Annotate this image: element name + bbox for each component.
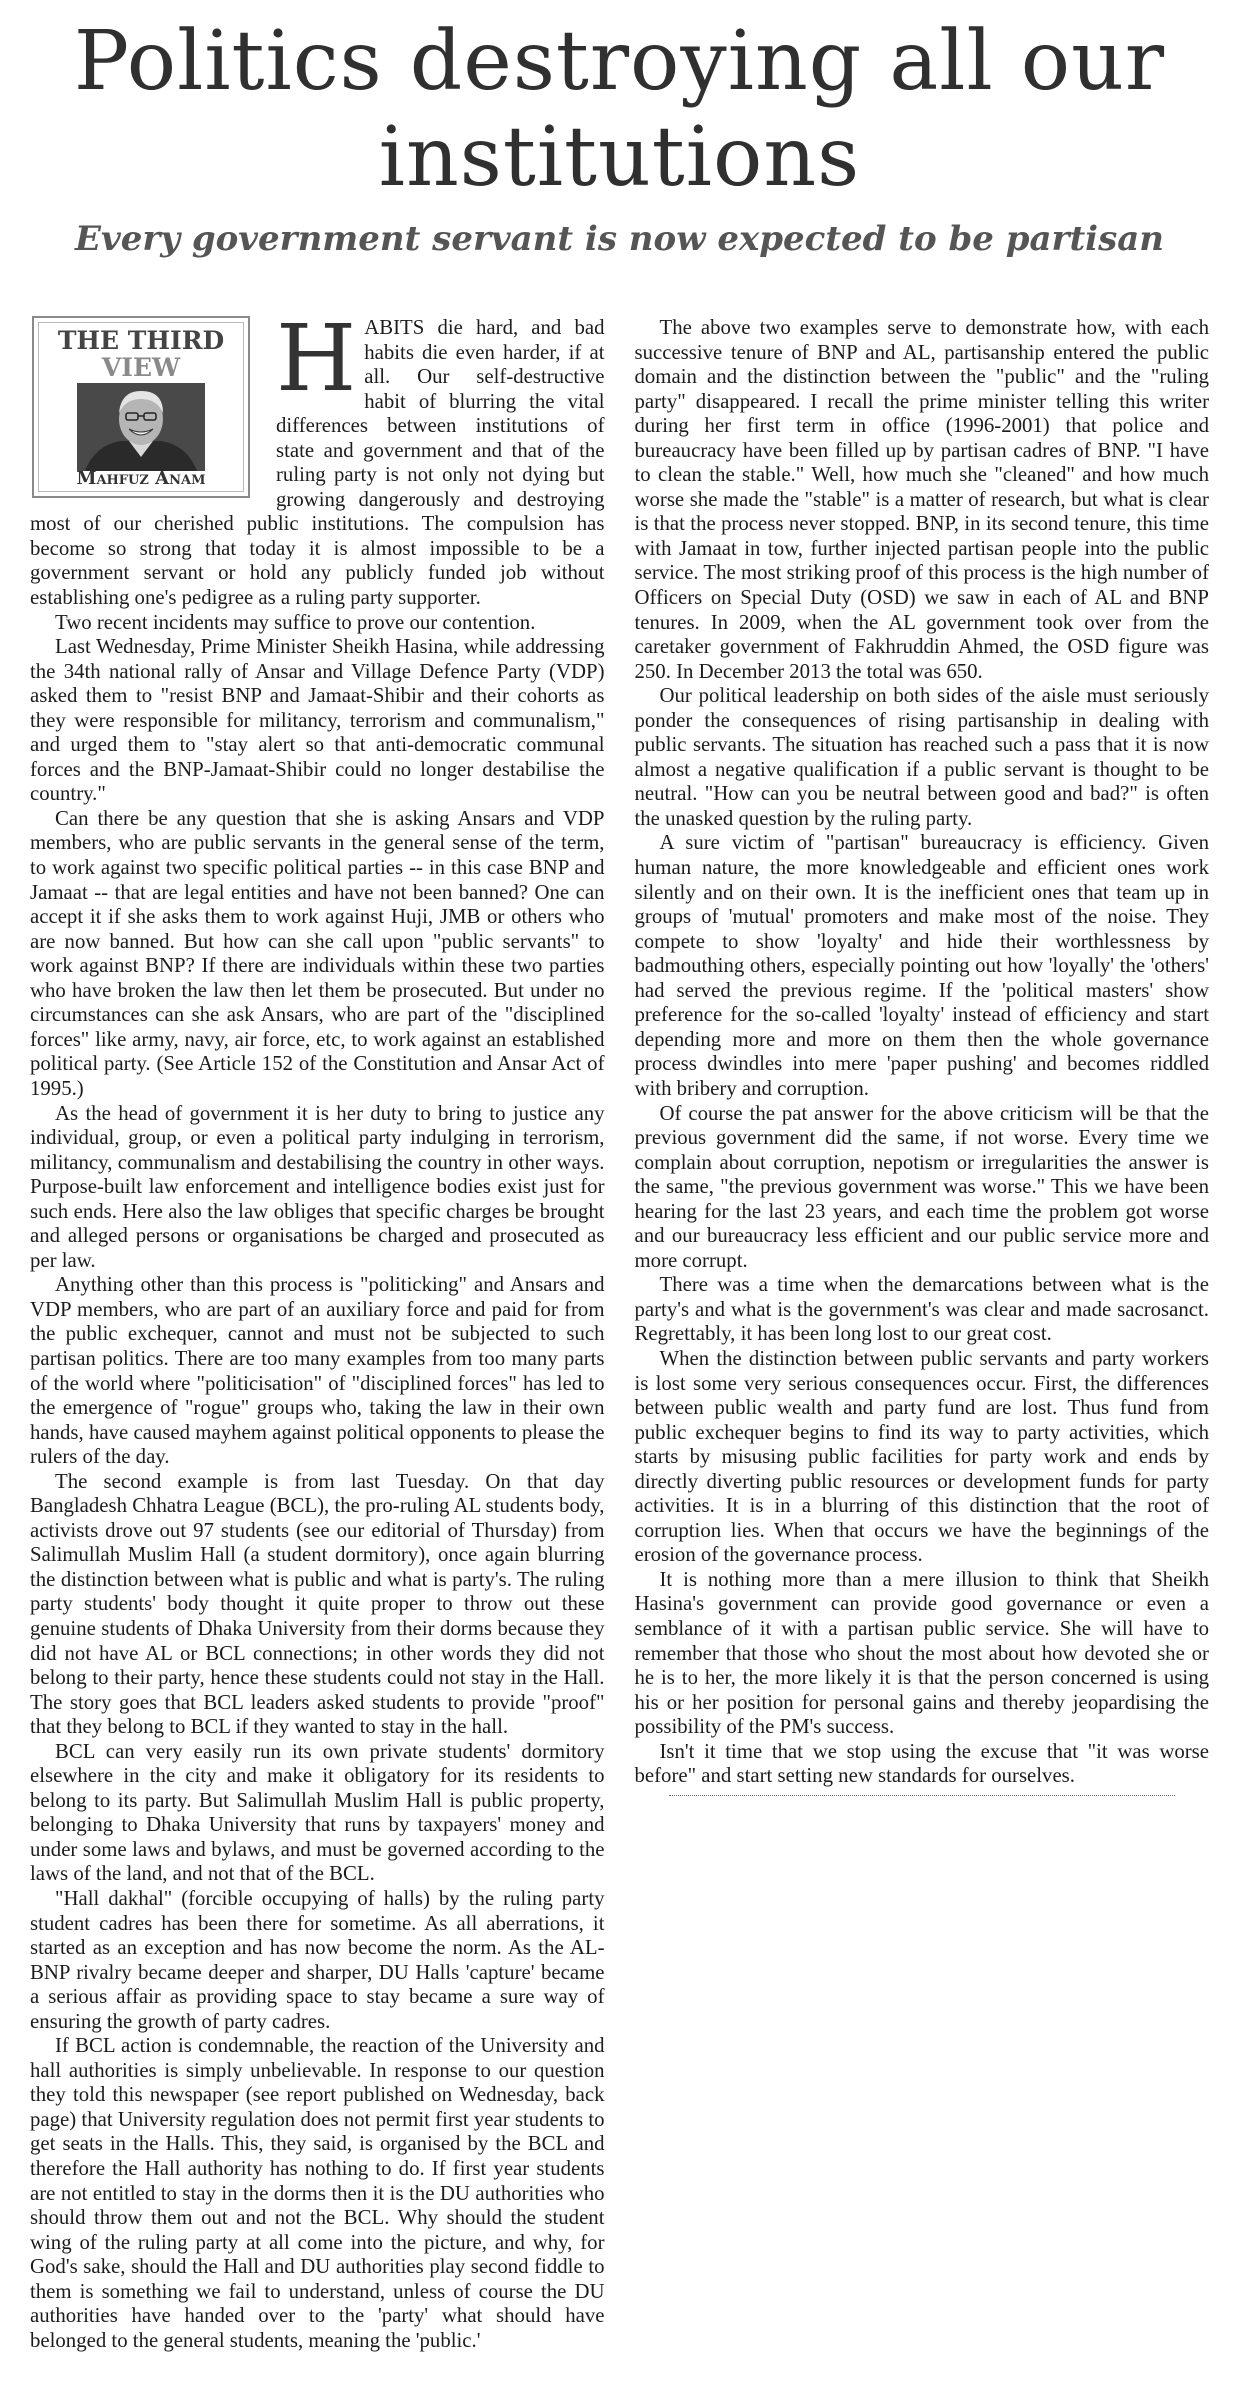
paragraph: As the head of government it is her duty to bring to justice any individual, group, or even a political party indulging in terrorism, militancy, communalism and destabilising the country in other ways. Purpose-built law enforcement and intelligence bodies exist just for such ends. Here also the law obliges that specific charges be brought and alleged persons or organisations be charged and prosecuted as per law. [30,1101,605,1272]
paragraph: Can there be any question that she is asking Ansars and VDP members, who are public servants in the general sense of the term, to work against two specific political parties -- in this case BNP and Jamaat -- that are legal entities and have not been banned? One can accept it if she asks them to work against Huji, JMB or others who are now banned. But how can she call upon "public servants" to work against BNP? If there are individuals within these two parties who have broken the law then let them be prosecuted. But under no circumstances can she ask Ansars, who are part of the "disciplined forces" like army, navy, air force, etc, to work against an established political party. (See Article 152 of the Constitution and Ansar Act of 1995.) [30,806,605,1100]
paragraph: There was a time when the demarcations between what is the party's and what is the government's was clear and made sacrosanct. Regrettably, it has been long lost to our great cost. [634,1273,1209,1346]
paragraph: Last Wednesday, Prime Minister Sheikh Hasina, while addressing the 34th national rally of Ansar and Village Defence Party (VDP) asked them to "resist BNP and Jamaat-Shibir and their cohorts as they were responsible for militancy, terrorism and communalism," and urged them to "stay alert so that anti-democratic communal forces and the BNP-Jamaat-Shibir could no longer destabilise the country." [30,635,605,806]
subheadline: Every government servant is now expected to be partisan [75,219,1164,259]
paragraph: A sure victim of "partisan" bureaucracy is efficiency. Given human nature, the more knowledgeable and efficient ones work silently and on their own. It is the inefficient ones that team up in groups of 'mutual' promoters and make most of the noise. They compete to show 'loyalty' and hide their worthlessness by badmouthing others, especially pointing out how 'loyally' the 'others' had served the previous regime. If the 'political masters' show preference for the so-called 'loyalty' instead of efficiency and start depending more and more on them then the whole governance process dwindles into mere 'paper pushing' and becomes riddled with bribery and corruption. [634,831,1209,1100]
paragraph: It is nothing more than a mere illusion to think that Sheikh Hasina's government can provide good governance or even a semblance of it with a partisan public service. She will have to remember that those who shout the most about how devoted she or he is to her, the more likely it is that the person concerned is using his or her position for personal gains and thereby jeopardising the possibility of the PM's success. [634,1567,1209,1739]
paragraph: Isn't it time that we stop using the excuse that "it was worse before" and start setting new standards for ourselves. [635,1740,1210,1796]
column-title-view: VIEW [101,353,181,382]
paragraph: Anything other than this process is "politicking" and Ansars and VDP members, who are part of an auxiliary force and paid for from the public exchequer, cannot and must not be subjected to such partisan politics. There are too many examples from too many parts of the world where "politicisation" of "disciplined forces" has led to the emergence of "rogue" groups who, taking the law in their own hands, have caused mayhem against political opponents to please the rulers of the day. [30,1273,605,1469]
column-title: THE THIRD [57,326,225,355]
paragraph: "Hall dakhal" (forcible occupying of halls) by the ruling party student cadres has been there for sometime. As all aberrations, it started as an exception and has now become the norm. As the AL-BNP rivalry became deeper and sharper, DU Halls 'capture' became a serious affair as providing space to stay became a sure way of ensuring the growth of party cadres. [30,1887,605,2033]
paragraph: HABITS die hard, and bad habits die even harder, if at all. Our self-destructive habit of blurring the vital differences between institutions of state and government and that of the ruling party is not only not dying but growing dangerously and destroying most of our cherished public institutions. The compulsion has become so strong that today it is almost impossible to be a government servant or hold any publicly funded job without establishing one's pedigree as a ruling party supporter. [30,305,605,610]
paragraph: If BCL action is condemnable, the reaction of the University and hall authorities is simply unbelievable. In response to our question they told this newspaper (see report published on Wednesday, back page) that University regulation does not permit first year students to get seats in the Halls. This, they said, is organised by the BCL and therefore the Hall authority has nothing to do. If first year students are not entitled to stay in the dorms then it is the DU authorities who should throw them out and not the BCL. Why should the student wing of the ruling party at all come into the picture, and why, for God's sake, should the Hall and DU authorities play second fiddle to them is something we fail to understand, unless of course the DU authorities have handed over to the 'party' what should have belonged to the general students, meaning the 'public.' [30,2034,605,2352]
paragraph: Of course the pat answer for the above criticism will be that the previous government did the same, if not worse. Every time we complain about corruption, nepotism or irregularities the answer is the same, "the previous government was worse." This we have been hearing for the last 23 years, and each time the problem got worse and our bureaucracy less efficient and our public service more and more corrupt. [634,1101,1209,1272]
headline: Politics destroying all our institutions [73,14,1166,205]
newspaper-page [0,14,1239,2396]
paragraph: Two recent incidents may suffice to prove our contention. [55,610,536,634]
paragraph: The above two examples serve to demonstrate how, with each successive tenure of BNP and AL, partisanship entered the public domain and the distinction between the "public" and the "ruling party" disappeared. I recall the prime minister telling this writer during her first term in office (1996-2001) that police and bureaucracy have been filled up by partisan cadres of BNP. "I have to clean the stable." Well, how much she "cleaned" and how much worse she made the "stable" is a matter of research, but what is clear is that the process never stopped. BNP, in its second tenure, this time with Jamaat in tow, further injected partisan people into the public service. The most striking proof of this process is the high number of Officers on Special Duty (OSD) we saw in each of AL and BNP tenures. In 2009, when the AL government took over from the caretaker government of Fakhruddin Ahmed, the OSD figure was 250. In December 2013 the total was 650. [634,316,1209,683]
author-name: Mahfuz Anam [76,468,206,489]
paragraph: BCL can very easily run its own private students' dormitory elsewhere in the city and make it obligatory for its residents to belong to its party. But Salimullah Muslim Hall is public property, belonging to Dhaka University that runs by taxpayers' money and under some laws and bylaws, and must be governed according to the laws of the land, and not that of the BCL. [30,1739,605,1886]
paragraph: The second example is from last Tuesday. On that day Bangladesh Chhatra League (BCL), the pro-ruling AL students body, activists drove out 97 students (see our editorial of Thursday) from Salimullah Muslim Hall (a student dormitory), once again blurring the distinction between what is public and what is party's. The ruling party students' body thought it quite proper to throw out these genuine students of Dhaka University from their dorms because they did not have AL or BCL connections; in other words they did not belong to their party, hence these students could not stay in the Hall. The story goes that BCL leaders asked students to provide "proof" that they belong to BCL if they wanted to stay in the hall. [30,1469,605,1739]
article-body [30,305,1209,2380]
paragraph: When the distinction between public servants and party workers is lost some very serious consequences occur. First, the differences between public wealth and party fund are lost. Thus fund from public exchequer begins to find its way to party activities, which starts by misusing public facilities for party work and ends by directly diverting public resources or development funds for party activities. It is in a blurring of this distinction that the root of corruption lies. When that occurs we have the beginnings of the erosion of the governance process. [634,1346,1209,1567]
columnist-box [32,316,250,498]
drop-cap: H [276,305,357,412]
paragraph: Our political leadership on both sides of the aisle must seriously ponder the consequences of rising partisanship in dealing with public servants. The situation has reached such a pass that it is now almost a negative qualification if a public servant is thought to be neutral. "How can you be neutral between good and bad?" is often the unasked question by the ruling party. [634,684,1209,830]
author-photo [77,383,205,471]
